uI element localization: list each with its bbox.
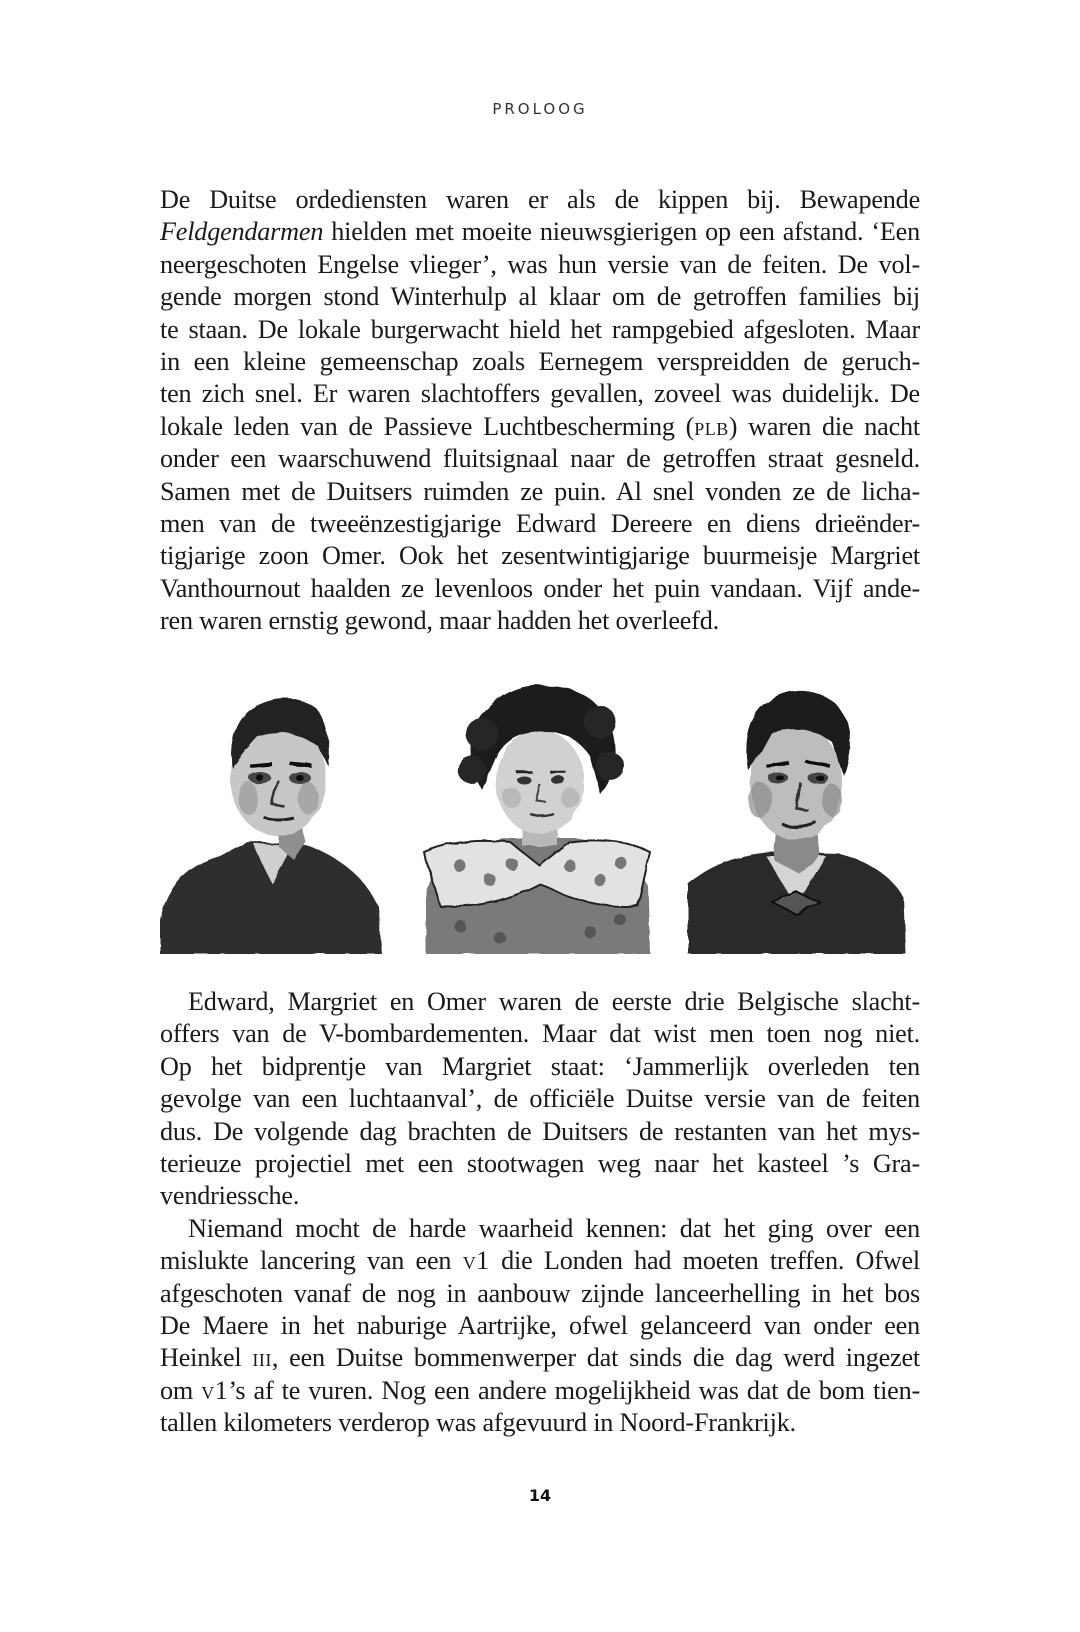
- text-line: De Duitse ordediensten waren er als de kippen bij. Bewapende: [160, 185, 920, 214]
- text-line: Edward, Margriet en Omer waren de eerste drie Belgische slacht-: [188, 987, 920, 1016]
- text-line: Op het bidprentje van Margriet staat: ‘Jammerlijk overleden ten: [160, 1051, 920, 1081]
- text-line: Samen met de Duitsers ruimden ze puin. Al snel vonden ze de licha-: [160, 476, 920, 506]
- text-line: Niemand mocht de harde waarheid kennen: dat het ging over een: [188, 1213, 920, 1243]
- text-fragment: om: [160, 1375, 202, 1405]
- text-fragment: die Londen had moeten treffen. Ofwel: [489, 1246, 921, 1276]
- body-paragraph-2: [160, 986, 920, 1440]
- text-line: te staan. De lokale burgerwacht hield het rampgebied afgesloten. Maar: [160, 314, 920, 344]
- text-line: in een kleine gemeenschap zoals Eernegem verspreidden de geruch-: [160, 347, 920, 377]
- text-line: Vanthournout haalden ze levenloos onder het puin vandaan. Vijf ande-: [160, 573, 920, 603]
- running-head: PROLOOG: [492, 100, 588, 118]
- text-line: [160, 216, 920, 248]
- text-fragment: mislukte lancering van een: [160, 1246, 463, 1276]
- text-line: afgeschoten vanaf de nog in aanbouw zijnde lanceerhelling in het bos: [160, 1278, 920, 1308]
- portrait-margriet: [424, 685, 650, 954]
- text-fragment: hielden met moeite nieuwsgierigen op een afstand. ‘Een: [323, 217, 920, 247]
- text-fragment: ’s af te vuren. Nog een andere mogelijkheid was dat de bom tien-: [228, 1375, 920, 1405]
- abbreviation: v1: [462, 1246, 490, 1276]
- text-line: ren waren ernstig gewond, maar hadden het overleefd.: [160, 606, 719, 636]
- text-fragment: Heinkel: [160, 1343, 253, 1373]
- text-line: onder een waarschuwend fluitsignaal naar de getroffen straat gesneld.: [160, 444, 920, 474]
- abbreviation: plb: [694, 411, 729, 441]
- text-line: [160, 1342, 920, 1374]
- text-line: dus. De volgende dag brachten de Duitsers de restanten van het mys-: [160, 1116, 920, 1146]
- abbreviation: iii: [252, 1343, 272, 1373]
- text-line: tallen kilometers verderop was afgevuurd in Noord-Frankrijk.: [160, 1408, 796, 1438]
- text-line: [160, 1375, 920, 1407]
- text-line: [160, 411, 920, 443]
- text-fragment: lokale leden van de Passieve Luchtbescherming (: [160, 411, 695, 441]
- text-line: tigjarige zoon Omer. Ook het zesentwintigjarige buurmeisje Margriet: [160, 541, 920, 571]
- text-line: gende morgen stond Winterhulp al klaar om de getroffen families bij: [160, 282, 920, 312]
- portrait-illustrations: [160, 670, 920, 954]
- portrait-omer: [688, 691, 906, 954]
- text-line: terieuze projectiel met een stootwagen weg naar het kasteel ’s Gra-: [160, 1149, 920, 1179]
- text-line: men van de tweeënzestigjarige Edward Dereere en diens drieënder-: [160, 509, 920, 539]
- portrait-drawing: [160, 670, 920, 954]
- text-line: offers van de V-bombardementen. Maar dat wist men toen nog niet.: [160, 1019, 920, 1049]
- text-line: De Maere in het naburige Aartrijke, ofwel gelanceerd van onder een: [160, 1311, 920, 1341]
- portrait-edward: [160, 698, 382, 954]
- text-line: neergeschoten Engelse vlieger’, was hun versie van de feiten. De vol-: [160, 249, 920, 279]
- italic-term: Feldgendarmen: [160, 217, 324, 247]
- text-line: vendriessche.: [160, 1181, 300, 1211]
- text-fragment: ) waren die nacht: [728, 411, 920, 441]
- text-fragment: , een Duitse bommenwerper dat sinds die dag werd ingezet: [271, 1343, 920, 1373]
- text-line: ten zich snel. Er waren slachtoffers gevallen, zoveel was duidelijk. De: [160, 379, 920, 409]
- text-line: [160, 1245, 920, 1277]
- text-line: gevolge van een luchtaanval’, de officiële Duitse versie van de feiten: [160, 1084, 920, 1114]
- page-number: 14: [528, 1486, 552, 1505]
- abbreviation: v1: [201, 1375, 229, 1405]
- body-paragraph-1: [160, 184, 920, 638]
